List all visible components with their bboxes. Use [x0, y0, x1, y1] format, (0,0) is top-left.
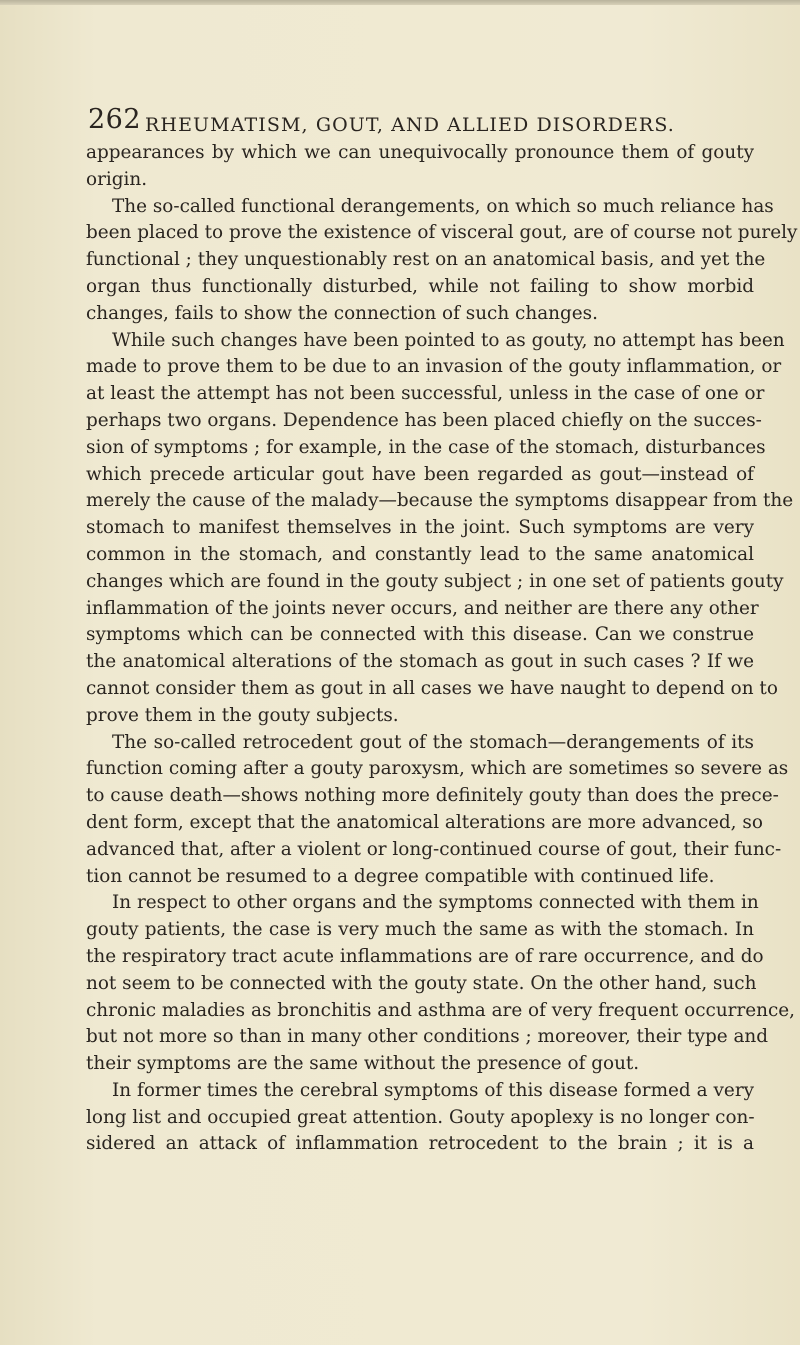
text-line: functional ; they unquestionably rest on an anatomical basis, and yet the [86, 249, 766, 271]
text-line: the anatomical alterations of the stomach as gout in such cases ? If we [86, 651, 754, 673]
text-line: perhaps two organs. Dependence has been placed chiefly on the succes- [86, 409, 762, 431]
text-line: at least the attempt has not been successful, unless in the case of one or [86, 383, 765, 405]
text-line: While such changes have been pointed to as gouty, no attempt has been [112, 329, 785, 351]
paragraph [86, 890, 796, 1078]
paragraph [86, 194, 798, 328]
text-line: gouty patients, the case is very much the same as with the stomach. In [86, 919, 754, 941]
text-line: tion cannot be resumed to a degree compatible with continued life. [86, 865, 715, 887]
text-line: In former times the cerebral symptoms of this disease formed a very [112, 1079, 754, 1101]
paragraph [86, 730, 789, 891]
text-line: organ thus functionally disturbed, while not failing to show morbid [86, 275, 754, 297]
text-line: The so-called retrocedent gout of the stomach—derangements of its [112, 731, 754, 753]
text-line: been placed to prove the existence of visceral gout, are of course not purely [86, 222, 798, 244]
text-line: which precede articular gout have been regarded as gout—instead of [86, 463, 754, 485]
page-header [88, 104, 748, 138]
text-line: changes, fails to show the connection of such changes. [86, 302, 598, 324]
text-line: cannot consider them as gout in all cases we have naught to depend on to [86, 677, 778, 699]
text-line: long list and occupied great attention. Gouty apoplexy is no longer con- [86, 1106, 755, 1128]
text-line: stomach to manifest themselves in the joint. Such symptoms are very [86, 517, 754, 539]
text-line: sion of symptoms ; for example, in the case of the stomach, disturbances [86, 436, 766, 458]
text-line: chronic maladies as bronchitis and asthma are of very frequent occurrence, [86, 999, 796, 1021]
text-line: merely the cause of the malady—because the symptoms disappear from the [86, 490, 794, 512]
text-line: origin. [86, 168, 148, 190]
text-line: appearances by which we can unequivocally pronounce them of gouty [86, 142, 754, 163]
running-head: RHEUMATISM, GOUT, AND ALLIED DISORDERS. [145, 114, 675, 136]
text-line: symptoms which can be connected with this disease. Can we construe [86, 624, 754, 646]
text-line: In respect to other organs and the symptoms connected with them in [112, 892, 759, 914]
paragraph [86, 328, 794, 730]
text-line: made to prove them to be due to an invasion of the gouty inflammation, or [86, 356, 782, 378]
text-line: sidered an attack of inflammation retrocedent to the brain ; it is a [86, 1133, 754, 1155]
text-line: function coming after a gouty paroxysm, which are sometimes so severe as [86, 758, 789, 780]
text-line: dent form, except that the anatomical alterations are more advanced, so [86, 811, 763, 833]
text-line: to cause death—shows nothing more definitely gouty than does the prece- [86, 785, 779, 807]
paragraph [86, 1078, 754, 1158]
paragraph [86, 140, 754, 194]
text-line: but not more so than in many other conditions ; moreover, their type and [86, 1026, 769, 1048]
text-line: the respiratory tract acute inflammations are of rare occurrence, and do [86, 945, 764, 967]
text-line: inflammation of the joints never occurs, and neither are there any other [86, 597, 759, 619]
page-edge [0, 0, 800, 5]
text-line: their symptoms are the same without the presence of gout. [86, 1053, 640, 1075]
body-text [86, 140, 798, 1158]
text-line: not seem to be connected with the gouty state. On the other hand, such [86, 972, 757, 994]
text-line: advanced that, after a violent or long-continued course of gout, their func- [86, 838, 782, 860]
text-line: common in the stomach, and constantly lead to the same anatomical [86, 543, 754, 565]
text-line: prove them in the gouty subjects. [86, 704, 399, 726]
text-line: changes which are found in the gouty subject ; in one set of patients gouty [86, 570, 784, 592]
page-number: 262 [88, 104, 142, 135]
text-line: The so-called functional derangements, on which so much reliance has [112, 195, 774, 217]
